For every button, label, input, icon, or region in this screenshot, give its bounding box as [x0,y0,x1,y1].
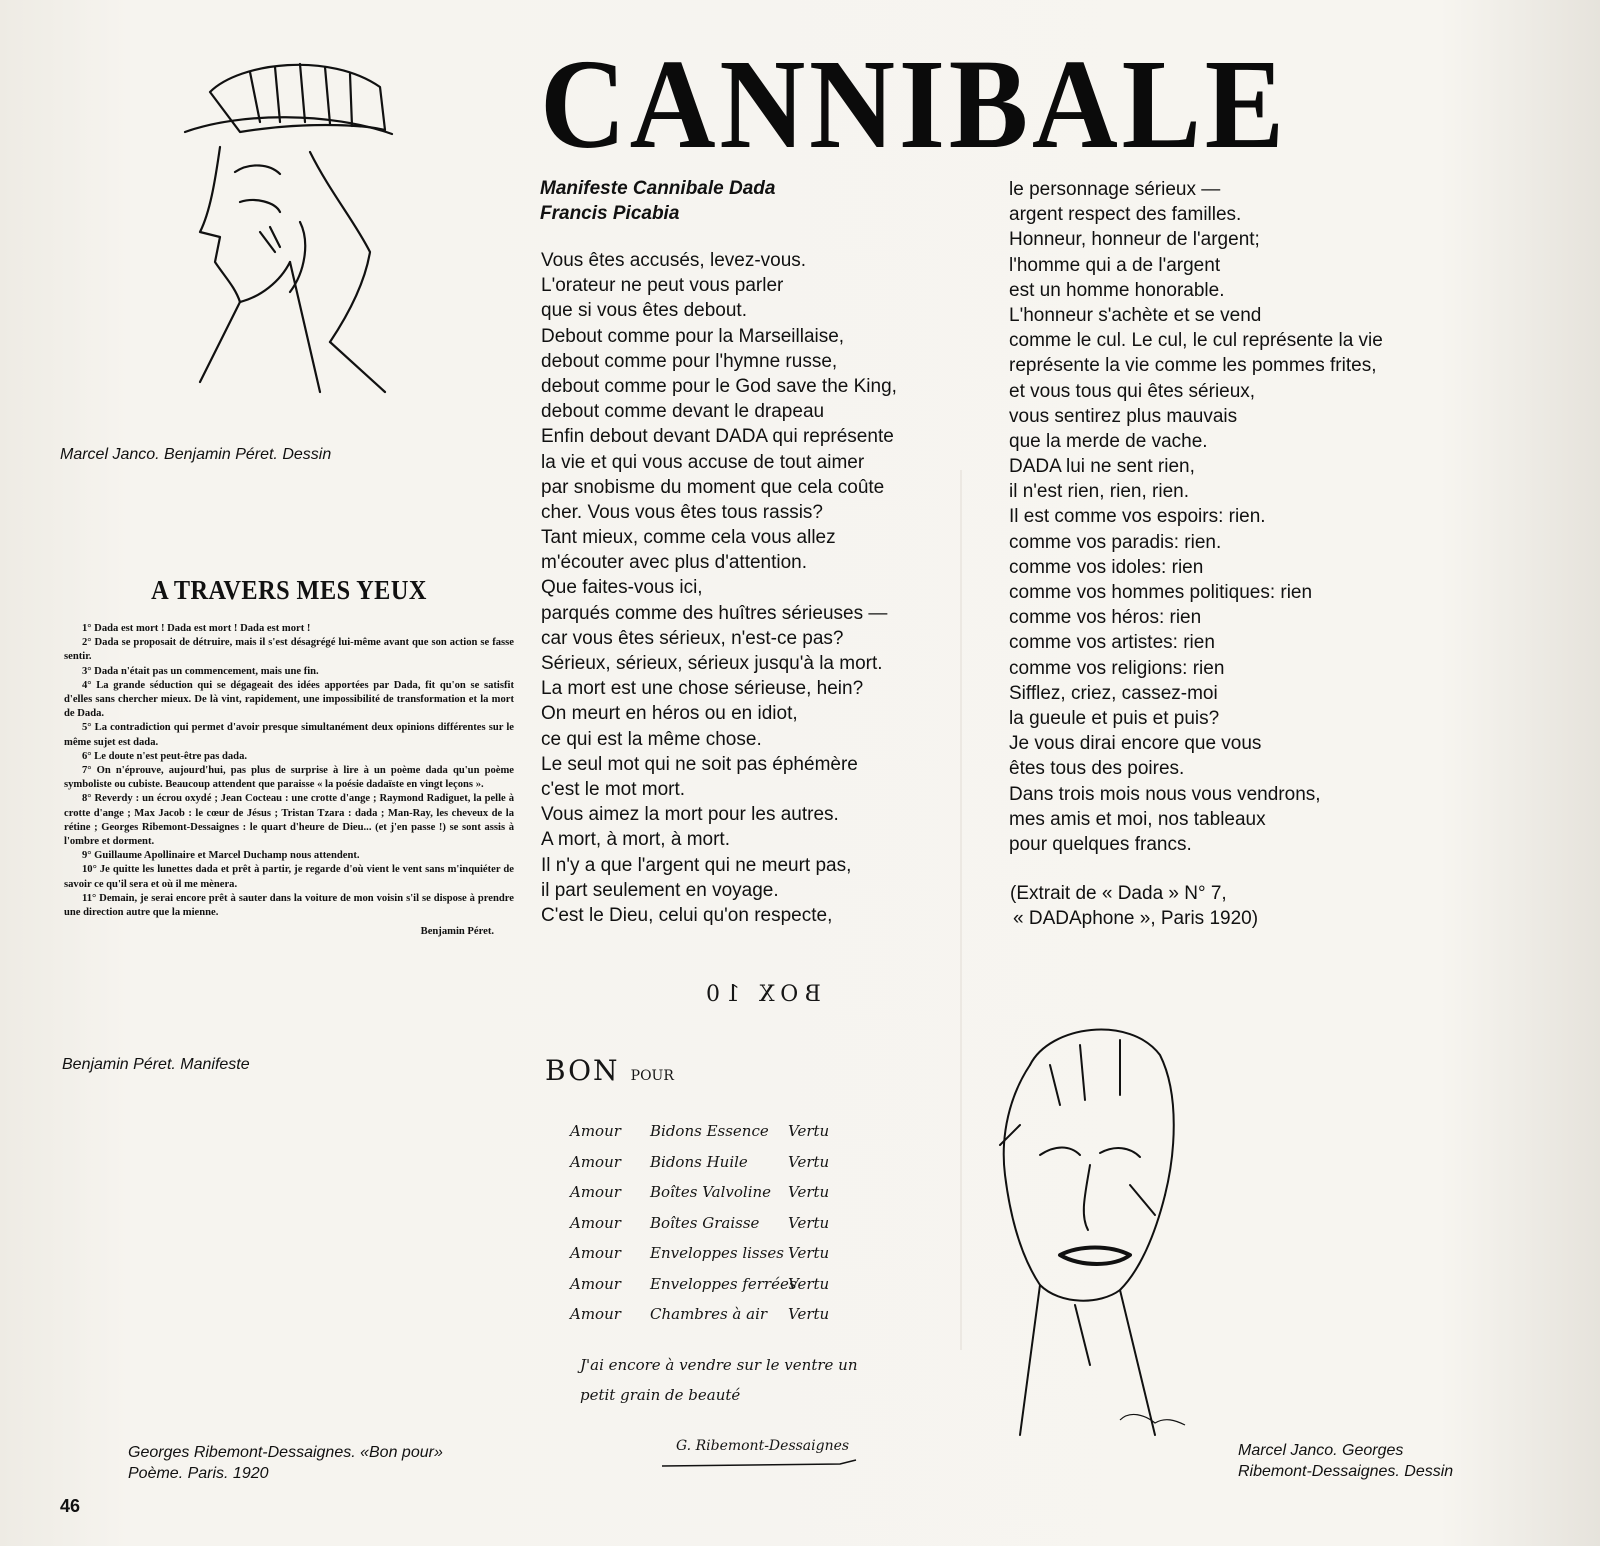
poem-line: On meurt en héros ou en idiot, [541,703,798,725]
poem-line: comme vos idoles: rien [1009,556,1204,578]
poem-line: debout comme devant le drapeau [541,401,825,423]
poem-line: que si vous êtes debout. [541,300,747,322]
poem-line: Sifflez, criez, cassez-moi [1009,682,1218,704]
subtitle-line: Manifeste Cannibale Dada [540,178,776,199]
vertu-word: Vertu [788,1244,830,1262]
poem-line: la gueule et puis et puis? [1009,707,1220,729]
poem-line: Sérieux, sérieux, sérieux jusqu'à la mort. [541,653,883,674]
poem-line: comme vos religions: rien [1009,657,1225,679]
poem-line: Tant mieux, comme cela vous allez [541,527,836,549]
caption-janco-peret: Marcel Janco. Benjamin Péret. Dessin [60,446,332,463]
bon-pour-signature: G. Ribemont-Dessaignes [676,1438,850,1454]
poem-line: l'homme qui a de l'argent [1009,254,1221,276]
page-number: 46 [60,1496,81,1516]
signature-underline [660,1458,860,1470]
manifesto-item: 8° Reverdy : un écrou oxydé ; Jean Cocteau : une crotte d'ange ; Raymond Radiguet, la pelle à crotte d'ange ; Max Jacob : le cœur de Jésus ; Tristan Tzara : dada ; Man-Ray, les cheveux de la rétine ; Georges Ribemont-Dessaignes : le quart d'heure de Dieu... (et j'en passe !) se sont assis à l'ombre et dorment. [64,793,514,848]
manifesto-signature: Benjamin Péret. [420,926,494,938]
vertu-word: Vertu [788,1183,830,1201]
item-word: Bidons Huile [650,1152,748,1171]
manifesto-item: 5° La contradiction qui permet d'avoir presque simultanément deux opinions différentes sur le même sujet est dada. [64,722,514,748]
poem-column-2 [1009,177,1383,857]
ribemont-portrait-drawing [980,1005,1190,1445]
closing-line: J'ai encore à vendre sur le ventre un [580,1356,858,1374]
poem-line: DADA lui ne sent rien, [1009,456,1195,478]
closing-line: petit grain de beauté [580,1386,741,1404]
manifesto-item: 3° Dada n'était pas un commencement, mais une fin. [82,665,319,677]
poem-line: est un homme honorable. [1009,279,1225,301]
poem-line: vous sentirez plus mauvais [1009,405,1238,427]
item-word: Boîtes Graisse [650,1213,760,1232]
poem-line: debout comme pour l'hymne russe, [541,350,838,372]
manifesto-subtitle [540,176,775,226]
pour-word: POUR [630,1068,674,1084]
manifesto-item: 11° Demain, je serai encore prêt à sauter dans la voiture de mon voisin s'il se dispose à prendre une direction autre que la mienne. [64,892,514,919]
source-note [1010,881,1258,931]
bon-word: BON [545,1054,620,1087]
poem-line: A mort, à mort, à mort. [541,829,730,851]
page-title: CANNIBALE [540,33,1288,175]
poem-line: représente la vie comme les pommes frites, [1009,355,1377,377]
vertu-word: Vertu [788,1274,830,1293]
poem-line: par snobisme du moment que cela coûte [541,476,885,498]
poem-line: parqués comme des huîtres sérieuses — [541,602,888,624]
poem-line: Dans trois mois nous vous vendrons, [1009,783,1321,805]
poem-line: debout comme pour le God save the King, [541,375,897,397]
poem-line: comme le cul. Le cul, le cul représente la vie [1009,330,1383,352]
vertu-word: Vertu [788,1152,830,1171]
manifesto-title: A TRAVERS MES YEUX [151,575,427,605]
poem-column-1 [541,248,897,928]
item-word: Boîtes Valvoline [650,1183,772,1201]
item-word: Bidons Essence [650,1122,769,1140]
peret-portrait-drawing [180,52,400,402]
manifesto-item: 7° On n'éprouve, aujourd'hui, pas plus de surprise à lire à un poème dada qu'un poème symboliste ou cubiste. Beaucoup attendent que paraisse « la poésie dadaïste en vingt leçons ». [64,765,514,791]
source-note-line: (Extrait de « Dada » N° 7, [1010,883,1227,904]
peret-manifesto [64,575,514,937]
poem-line: la vie et qui vous accuse de tout aimer [541,451,865,473]
bon-pour-mirrored-text: BOX 10 [700,982,821,1007]
poem-line: comme vos hommes politiques: rien [1009,582,1313,603]
caption-janco-ribemont [1238,1440,1453,1482]
manifesto-item: 4° La grande séduction qui se dégageait des idées apportées par Dada, fit qu'on se satisfit d'elles sans chercher mieux. De là vint, rapidement, une impossibilité de transformation et la mort de Dada. [64,679,514,720]
amour-word: Amour [570,1122,621,1140]
amour-word: Amour [570,1305,621,1323]
amour-word: Amour [570,1213,621,1232]
poem-line: comme vos héros: rien [1009,607,1202,629]
poem-line: il n'est rien, rien, rien. [1009,481,1189,503]
item-word: Chambres à air [650,1305,768,1323]
manifesto-item: 6° Le doute n'est peut-être pas dada. [82,750,248,762]
poem-line: Je vous dirai encore que vous [1009,733,1262,755]
caption-line: Ribemont-Dessaignes. Dessin [1238,1463,1454,1480]
manifesto-item: 2° Dada se proposait de détruire, mais il s'est désagrégé lui-même avant que son action se fasse sentir. [64,637,514,663]
manifesto-item: 9° Guillaume Apollinaire et Marcel Duchamp nous attendent. [82,850,360,862]
poem-line: il part seulement en voyage. [541,879,779,901]
poem-line: Il est comme vos espoirs: rien. [1009,506,1266,528]
caption-peret-manifeste: Benjamin Péret. Manifeste [62,1056,250,1073]
poem-line: La mort est une chose sérieuse, hein? [541,678,864,700]
poem-line: L'orateur ne peut vous parler [541,275,784,297]
vertu-word: Vertu [788,1305,830,1323]
amour-word: Amour [570,1183,621,1201]
item-word: Enveloppes lisses [650,1244,784,1262]
poem-line: comme vos artistes: rien [1009,632,1215,654]
caption-line: Poème. Paris. 1920 [128,1465,269,1482]
poem-line: car vous êtes sérieux, n'est-ce pas? [541,627,844,649]
poem-line: Il n'y a que l'argent qui ne meurt pas, [541,854,852,876]
poem-line: pour quelques francs. [1009,833,1192,855]
vertu-word: Vertu [788,1213,830,1232]
poem-line: Honneur, honneur de l'argent; [1009,229,1260,251]
poem-line: Le seul mot qui ne soit pas éphémère [541,753,858,775]
poem-line: C'est le Dieu, celui qu'on respecte, [541,904,833,926]
caption-ribemont-poem [128,1442,443,1484]
poem-line: mes amis et moi, nos tableaux [1009,808,1266,830]
subtitle-author: Francis Picabia [540,203,680,224]
poem-line: ce qui est la même chose. [541,728,762,750]
amour-word: Amour [570,1244,621,1262]
poem-line: le personnage sérieux — [1009,179,1221,200]
amour-word: Amour [570,1274,621,1293]
caption-line: Georges Ribemont-Dessaignes. «Bon pour» [128,1444,443,1461]
caption-line: Marcel Janco. Georges [1238,1442,1404,1459]
manifesto-item: 1° Dada est mort ! Dada est mort ! Dada est mort ! [82,623,311,634]
poem-line: Vous aimez la mort pour les autres. [541,804,839,826]
bon-pour-heading [545,1054,674,1087]
poem-line: et vous tous qui êtes sérieux, [1009,380,1256,402]
poem-line: Vous êtes accusés, levez-vous. [541,250,807,271]
item-word: Enveloppes ferrées [650,1274,797,1293]
poem-line: Que faites-vous ici, [541,577,703,599]
poem-line: L'honneur s'achète et se vend [1009,304,1262,326]
poem-line: Enfin debout devant DADA qui représente [541,426,894,448]
poem-line: que la merde de vache. [1009,430,1208,452]
vertu-word: Vertu [788,1122,830,1140]
amour-word: Amour [570,1152,621,1171]
poem-line: c'est le mot mort. [541,778,686,800]
poem-line: cher. Vous vous êtes tous rassis? [541,501,823,523]
poem-line: êtes tous des poires. [1009,758,1185,780]
poem-line: Debout comme pour la Marseillaise, [541,325,845,347]
source-note-line: « DADAphone », Paris 1920) [1013,908,1259,929]
manifesto-item: 10° Je quitte les lunettes dada et prêt à partir, je regarde d'où vient le vent sans m'inquiéter de savoir ce qu'il sera et où il me mènera. [64,864,514,890]
poem-line: m'écouter avec plus d'attention. [541,552,808,574]
bon-pour-closing [580,1350,858,1410]
poem-line: argent respect des familles. [1009,204,1242,226]
poem-line: comme vos paradis: rien. [1009,531,1222,553]
